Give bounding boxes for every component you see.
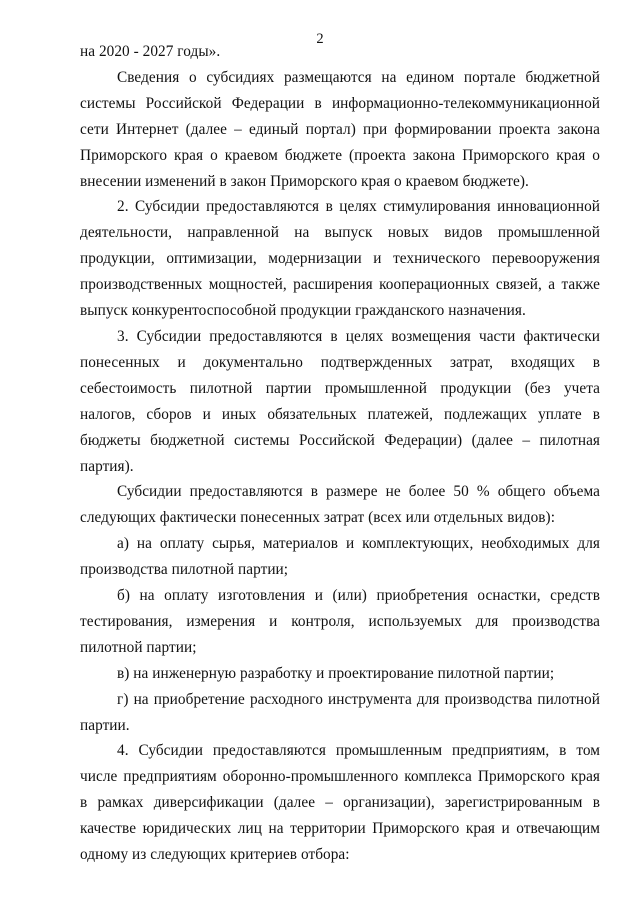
document-body — [80, 39, 600, 868]
paragraph-subsidy-info: Сведения о субсидиях размещаются на едином портале бюджетной системы Российской Федерации в информационно-телекоммуникационной сети Интернет (далее – единый портал) при формировании проекта закона Приморского края о краевом бюджете (проекта закона Приморского края о внесении изменений в закон Приморского края о краевом бюджете). — [80, 68, 600, 190]
paragraph-continuation: на 2020 - 2027 годы». — [80, 43, 221, 60]
list-item-g: г) на приобретение расходного инструмента для производства пилотной партии. — [80, 690, 600, 734]
list-item-b: б) на оплату изготовления и (или) приобретения оснастки, средств тестирования, измерения и контроля, используемых для производства пилотной партии; — [80, 587, 600, 656]
paragraph-clause-2: 2. Субсидии предоставляются в целях стимулирования инновационной деятельности, направленной на выпуск новых видов промышленной продукции, оптимизации, модернизации и технического перевооружения производственных мощностей, расширения кооперационных связей, а также выпуск конкурентоспособной продукции гражданского назначения. — [80, 198, 600, 320]
paragraph-clause-4: 4. Субсидии предоставляются промышленным предприятиям, в том числе предприятиям оборонно-промышленного комплекса Приморского края в рамках диверсификации (далее – организации), зарегистрированным в качестве юридических лиц на территории Приморского края и отвечающим одному из следующих критериев отбора: — [80, 742, 600, 864]
paragraph-clause-3: 3. Субсидии предоставляются в целях возмещения части фактически понесенных и документально подтвержденных затрат, входящих в себестоимость пилотной партии промышленной продукции (без учета налогов, сборов и иных обязательных платежей, подлежащих уплате в бюджеты бюджетной системы Российской Федерации) (далее – пилотная партия). — [80, 327, 600, 475]
page-number: 2 — [316, 31, 324, 47]
paragraph-subsidy-amount: Субсидии предоставляются в размере не более 50 % общего объема следующих фактически понесенных затрат (всех или отдельных видов): — [80, 483, 600, 527]
list-item-a: а) на оплату сырья, материалов и комплектующих, необходимых для производства пилотной партии; — [80, 535, 600, 579]
list-item-v: в) на инженерную разработку и проектирование пилотной партии; — [117, 664, 555, 682]
